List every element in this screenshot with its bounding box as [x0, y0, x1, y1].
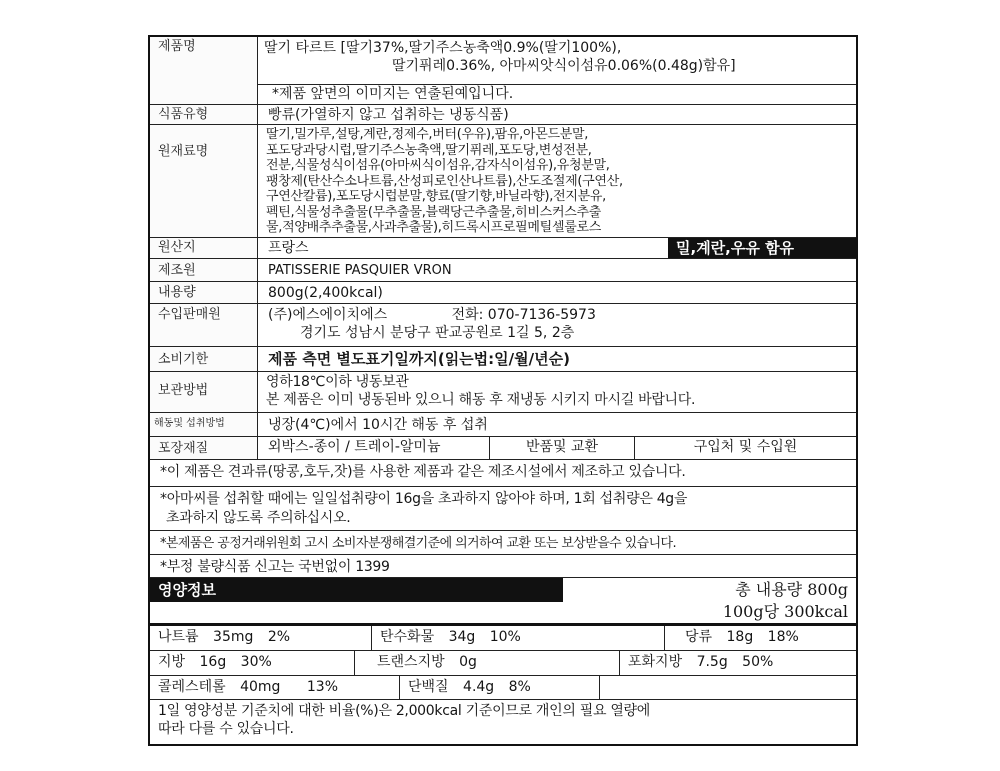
notice-flax-row [150, 487, 856, 531]
expiry-value: 제품 측면 별도표기일까지(읽는법:일/월/년순) [268, 350, 570, 368]
origin-label: 원산지 [150, 238, 258, 258]
importer-value [258, 304, 856, 346]
notice-report-row [150, 555, 856, 578]
nutrient-name: 지방 [158, 654, 186, 670]
nutrient-name: 당류 [685, 629, 713, 645]
ingredients-line: 팽창제(탄산수소나트륨,산성피로인산나트륨),산도조절제(구연산, [266, 173, 623, 189]
image-note-row [258, 85, 856, 105]
expiry-row [150, 347, 856, 372]
ingredients-line: 포도당과당시럽,딸기주스농축액,딸기퓌레,포도당,변성전분, [266, 142, 592, 158]
notice-exchange-row [150, 531, 856, 555]
food-type-label: 식품유형 [150, 105, 258, 124]
nutrient-name: 탄수화물 [380, 629, 435, 645]
nutrient-cholesterol [150, 676, 400, 699]
nutrition-footnote [150, 700, 856, 744]
notice-flax-line1: *아마씨를 섭취할 때에는 일일섭취량이 16g을 초과하지 않아야 하며, 1회 섭취량은 4g을 [160, 491, 688, 507]
nutrient-pct: 13% [306, 679, 338, 695]
nutrient-amount: 0g [459, 654, 477, 670]
image-note: *제품 앞면의 이미지는 연출된예입니다. [272, 86, 514, 102]
manufacturer-value: PATISSERIE PASQUIER VRON [268, 263, 452, 278]
nutrient-pct: 2% [267, 629, 291, 645]
nutrition-total: 총 내용량 800g [735, 580, 848, 599]
net-content-row [150, 282, 856, 304]
nutrition-row-1 [150, 626, 856, 651]
nutrient-amount: 18g [726, 629, 754, 645]
product-name-line2: 딸기퓌레0.36%, 아마씨앗식이섬유0.06%(0.48g)함유] [392, 58, 736, 74]
nutrient-sodium [150, 626, 372, 650]
origin-value: 프랑스 [268, 240, 309, 256]
notice-flax-line2: 초과하지 않도록 주의하십시오. [166, 510, 351, 526]
allergen-badge: 밀,계란,우유 함유 [668, 238, 856, 258]
storage-line2: 본 제품은 이미 냉동된바 있으니 해동 후 재냉동 시키지 마시길 바랍니다. [266, 392, 696, 408]
importer-name: (주)에스에이치에스 [268, 307, 388, 323]
nutrient-name: 나트륨 [158, 629, 199, 645]
footnote-line1: 1일 영양성분 기준치에 대한 비율(%)은 2,000kcal 기준이므로 개인의 필요 열량에 [158, 703, 650, 719]
nutrient-name: 단백질 [408, 679, 449, 695]
notice-nuts-row [150, 460, 856, 487]
nutrition-totals [723, 579, 848, 623]
manufacturer-row [150, 259, 856, 282]
nutrient-amount: 34g [448, 629, 476, 645]
product-name-row [258, 37, 856, 85]
product-name-label-cell [150, 37, 258, 105]
thaw-label: 해동및 섭취방법 [150, 413, 258, 436]
packaging-row [150, 437, 856, 460]
nutrient-pct: 30% [240, 654, 272, 670]
origin-row [150, 238, 856, 259]
storage-label: 보관방법 [150, 372, 258, 412]
nutrient-sat-fat [620, 651, 856, 675]
nutrient-pct: 50% [742, 654, 774, 670]
nutrition-row-3 [150, 676, 856, 700]
nutrient-empty-cell [600, 676, 856, 699]
nutrient-pct: 8% [508, 679, 531, 695]
ingredients-line: 구연산칼륨),포도당시럽분말,향료(딸기향,바닐라향),전지분유, [266, 189, 606, 204]
storage-value [258, 372, 856, 412]
ingredients-line: 전분,식물성식이섬유(아마씨식이섬유,감자식이섬유),유청분말, [266, 158, 610, 173]
product-name-line1: 딸기 타르트 [딸기37%,딸기주스농축액0.9%(딸기100%), [264, 40, 622, 56]
notice-report: *부정 불량식품 신고는 국번없이 1399 [160, 559, 390, 575]
nutrient-sugars [665, 626, 856, 650]
ingredients-line: 딸기,밀가루,설탕,계란,정제수,버터(우유),팜유,아몬드분말, [266, 127, 589, 142]
notice-nuts: *이 제품은 견과류(땅콩,호두,잣)를 사용한 제품과 같은 제조시설에서 제조하고 있습니다. [160, 464, 686, 480]
nutrient-amount: 7.5g [696, 654, 728, 670]
ingredients-line: 펙틴,식물성추출물(무추출물,블랙당근추출물,히비스커스추출 [266, 204, 601, 220]
notice-flax [150, 487, 856, 530]
net-content-value: 800g(2,400kcal) [268, 285, 383, 301]
nutrient-amount: 4.4g [463, 679, 495, 695]
manufacturer-label: 제조원 [150, 259, 258, 281]
product-name-label: 제품명 [150, 37, 258, 104]
importer-label: 수입판매원 [150, 304, 258, 346]
importer-address: 경기도 성남시 분당구 판교공원로 1길 5, 2층 [300, 325, 575, 341]
nutrient-name: 포화지방 [628, 654, 683, 670]
storage-line1: 영하18℃이하 냉동보관 [266, 374, 409, 390]
nutrient-trans-fat [355, 651, 620, 675]
nutrition-footnote-row [150, 700, 856, 744]
notice-exchange: *본제품은 공정거래위원회 고시 소비자분쟁해결기준에 의거하여 교환 또는 보상받을수 있습니다. [160, 536, 677, 551]
nutrition-header [150, 578, 856, 626]
nutrient-amount: 35mg [213, 629, 254, 645]
nutrient-amount: 16g [199, 654, 227, 670]
return-label: 반품및 교환 [490, 437, 635, 459]
importer-row [150, 304, 856, 347]
nutrient-name: 트랜스지방 [377, 654, 445, 670]
thaw-value: 냉장(4℃)에서 10시간 해동 후 섭취 [268, 417, 488, 433]
nutrition-per100: 100g당 300kcal [722, 602, 848, 621]
ingredients-line: 물,적양배추추출물,사과추출물),히드록시프로필메틸셀룰로스 [266, 220, 601, 235]
return-value: 구입처 및 수입원 [693, 439, 798, 455]
food-type-row [150, 105, 856, 125]
nutrient-fat [150, 651, 355, 675]
importer-phone: 전화: 070-7136-5973 [451, 307, 596, 323]
nutrient-pct: 18% [767, 629, 799, 645]
nutrient-pct: 10% [489, 629, 521, 645]
nutrition-row-2 [150, 651, 856, 676]
nutrient-name: 콜레스테롤 [158, 679, 226, 695]
net-content-label: 내용량 [150, 282, 258, 303]
nutrition-title: 영양정보 [150, 578, 563, 602]
food-type-value: 빵류(가열하지 않고 섭취하는 냉동식품) [268, 107, 509, 123]
packaging-label: 포장재질 [150, 437, 258, 459]
nutrient-amount: 40mg [240, 679, 281, 695]
nutrient-protein [400, 676, 600, 699]
ingredients-text [258, 125, 856, 237]
thaw-row [150, 413, 856, 437]
ingredients-label: 원재료명 [150, 125, 258, 237]
packaging-value: 외박스-종이 / 트레이-알미늄 [258, 437, 490, 459]
expiry-label: 소비기한 [150, 347, 258, 371]
storage-row [150, 372, 856, 413]
nutrient-carbs [372, 626, 665, 650]
ingredients-row [150, 125, 856, 238]
footnote-line2: 따라 다를 수 있습니다. [158, 721, 294, 737]
